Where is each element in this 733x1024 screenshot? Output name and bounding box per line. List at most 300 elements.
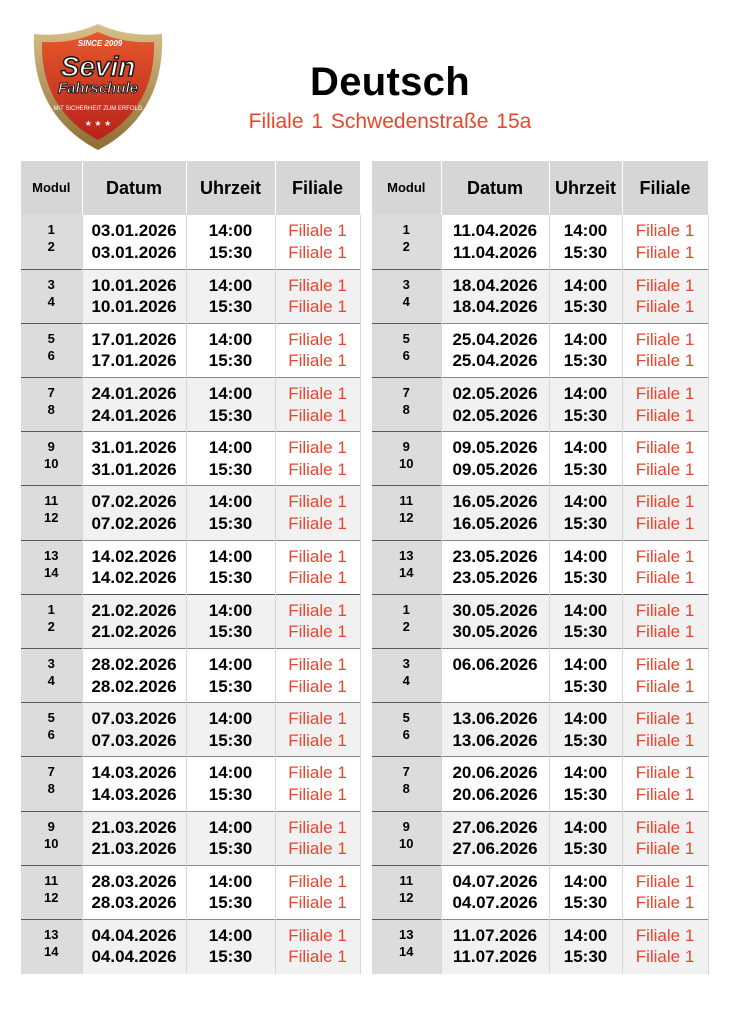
uhrzeit-cell <box>549 919 622 973</box>
table-row <box>21 486 360 540</box>
datum-cell <box>82 432 186 486</box>
modul-cell <box>21 486 82 540</box>
sevin-fahrschule-logo <box>24 20 172 154</box>
datum-cell-line1: 31.01.2026 <box>91 438 177 458</box>
filiale-cell <box>275 432 360 486</box>
table-row <box>21 649 360 703</box>
modul-cell-line2: 14 <box>399 943 414 959</box>
modul-cell-line1: 13 <box>399 926 414 942</box>
filiale-cell-line1: Filiale 1 <box>635 871 695 891</box>
filiale-cell <box>622 486 708 540</box>
datum-cell <box>441 215 549 269</box>
uhrzeit-cell-line1: 14:00 <box>208 600 253 620</box>
modul-cell-line1: 3 <box>47 656 55 671</box>
modul-cell <box>372 432 441 486</box>
datum-cell <box>441 757 549 811</box>
modul-cell <box>21 811 82 865</box>
datum-cell-line1: 10.01.2026 <box>91 275 177 295</box>
datum-cell-line2: 31.01.2026 <box>91 459 177 479</box>
table-row <box>372 323 708 377</box>
filiale-cell <box>622 594 708 648</box>
uhrzeit-cell-line1: 14:00 <box>563 438 608 458</box>
filiale-cell-line1: Filiale 1 <box>288 221 347 240</box>
logo-slogan: MIT SICHERHEIT ZUM ERFOLG <box>53 106 143 112</box>
uhrzeit-cell-line1: 14:00 <box>563 871 608 891</box>
datum-cell <box>82 811 186 865</box>
datum-cell-line1: 14.02.2026 <box>91 546 177 566</box>
table-body <box>372 215 708 974</box>
modul-cell-line1: 13 <box>44 926 59 942</box>
modul-cell-line1: 3 <box>47 276 55 292</box>
header-filiale: Filiale <box>275 161 360 215</box>
table-row <box>372 215 708 269</box>
filiale-cell-line1: Filiale 1 <box>288 384 347 404</box>
uhrzeit-cell <box>186 757 275 811</box>
uhrzeit-cell <box>549 378 622 432</box>
modul-cell-line2: 10 <box>399 835 414 851</box>
filiale-cell-line1: Filiale 1 <box>635 221 695 240</box>
filiale-cell-line2: Filiale 1 <box>288 839 347 859</box>
datum-cell-line1: 27.06.2026 <box>452 817 538 837</box>
header-uhrzeit: Uhrzeit <box>186 161 275 215</box>
filiale-cell <box>622 215 708 269</box>
filiale-cell-line2: Filiale 1 <box>288 947 347 967</box>
filiale-cell-line1: Filiale 1 <box>288 600 347 620</box>
modul-cell <box>21 215 82 269</box>
filiale-cell-line2: Filiale 1 <box>635 405 695 425</box>
filiale-cell <box>275 323 360 377</box>
uhrzeit-cell-line2: 15:30 <box>563 568 608 588</box>
modul-cell <box>21 432 82 486</box>
table-row <box>372 378 708 432</box>
uhrzeit-cell <box>186 811 275 865</box>
filiale-cell-line1: Filiale 1 <box>635 275 695 295</box>
filiale-cell-line2: Filiale 1 <box>288 622 347 642</box>
datum-cell-line1: 09.05.2026 <box>452 438 538 458</box>
datum-cell <box>82 378 186 432</box>
uhrzeit-cell <box>186 540 275 594</box>
datum-cell-line1: 25.04.2026 <box>452 329 538 349</box>
modul-cell-line2: 6 <box>402 727 410 743</box>
header-modul: Modul <box>372 161 441 215</box>
uhrzeit-cell-line2: 15:30 <box>563 893 608 913</box>
filiale-cell-line1: Filiale 1 <box>288 275 347 295</box>
uhrzeit-cell-line1: 14:00 <box>563 600 608 620</box>
datum-cell <box>82 215 186 269</box>
uhrzeit-cell-line2: 15:30 <box>563 459 608 479</box>
uhrzeit-cell-line2: 15:30 <box>563 297 608 317</box>
datum-cell <box>441 432 549 486</box>
table-row <box>372 865 708 919</box>
datum-cell-line2 <box>442 676 549 698</box>
datum-cell-line2: 04.04.2026 <box>91 947 177 967</box>
modul-cell-line1: 5 <box>402 330 410 346</box>
modul-cell <box>21 323 82 377</box>
datum-cell-line2: 14.02.2026 <box>91 568 177 588</box>
uhrzeit-cell <box>549 649 622 703</box>
modul-cell-line1: 1 <box>402 222 410 237</box>
datum-cell-line2: 07.02.2026 <box>91 513 177 533</box>
table-row <box>21 540 360 594</box>
filiale-cell-line1: Filiale 1 <box>288 817 347 837</box>
datum-cell-line1: 03.01.2026 <box>91 221 177 240</box>
filiale-cell <box>275 594 360 648</box>
uhrzeit-cell-line2: 15:30 <box>563 784 608 804</box>
datum-cell-line2: 03.01.2026 <box>91 242 177 262</box>
filiale-cell <box>275 757 360 811</box>
datum-cell-line2: 11.04.2026 <box>452 242 538 262</box>
modul-cell-line1: 13 <box>399 547 414 563</box>
datum-cell <box>441 811 549 865</box>
uhrzeit-cell-line2: 15:30 <box>208 459 253 479</box>
filiale-cell-line1: Filiale 1 <box>635 329 695 349</box>
header-modul: Modul <box>21 161 82 215</box>
datum-cell <box>82 594 186 648</box>
datum-cell-line2: 21.02.2026 <box>91 622 177 642</box>
datum-cell-line2: 04.07.2026 <box>452 893 538 913</box>
uhrzeit-cell-line2: 15:30 <box>208 839 253 859</box>
filiale-cell-line1: Filiale 1 <box>635 492 695 512</box>
modul-cell <box>372 269 441 323</box>
filiale-cell-line2: Filiale 1 <box>288 513 347 533</box>
uhrzeit-cell <box>186 378 275 432</box>
datum-cell <box>441 486 549 540</box>
modul-cell-line1: 1 <box>47 601 55 617</box>
filiale-cell <box>275 378 360 432</box>
uhrzeit-cell-line2: 15:30 <box>208 351 253 371</box>
header-datum: Datum <box>441 161 549 215</box>
uhrzeit-cell-line2: 15:30 <box>563 242 608 262</box>
modul-cell-line1: 11 <box>399 493 414 509</box>
datum-cell <box>82 919 186 973</box>
filiale-cell-line2: Filiale 1 <box>635 839 695 859</box>
table-row <box>21 378 360 432</box>
uhrzeit-cell-line1: 14:00 <box>563 275 608 295</box>
modul-cell <box>372 540 441 594</box>
datum-cell-line1: 18.04.2026 <box>452 275 538 295</box>
uhrzeit-cell-line1: 14:00 <box>208 709 253 729</box>
modul-cell-line2: 14 <box>44 564 59 580</box>
uhrzeit-cell <box>186 919 275 973</box>
modul-cell-line1: 3 <box>402 276 410 292</box>
modul-cell <box>372 323 441 377</box>
uhrzeit-cell <box>186 594 275 648</box>
filiale-cell-line1: Filiale 1 <box>635 546 695 566</box>
modul-cell-line1: 9 <box>47 439 55 455</box>
filiale-cell <box>275 486 360 540</box>
table-row <box>21 865 360 919</box>
filiale-cell-line2: Filiale 1 <box>635 242 695 262</box>
modul-cell-line1: 7 <box>47 385 55 401</box>
modul-cell-line2: 4 <box>402 293 410 309</box>
datum-cell-line1: 21.02.2026 <box>91 600 177 620</box>
uhrzeit-cell-line1: 14:00 <box>563 763 608 783</box>
filiale-cell-line2: Filiale 1 <box>635 947 695 967</box>
filiale-cell-line2: Filiale 1 <box>288 784 347 804</box>
modul-cell-line2: 4 <box>47 293 55 309</box>
modul-cell <box>21 919 82 973</box>
modul-cell-line2: 14 <box>399 564 414 580</box>
uhrzeit-cell <box>186 323 275 377</box>
filiale-cell-line2: Filiale 1 <box>635 459 695 479</box>
datum-cell-line1: 06.06.2026 <box>452 655 538 674</box>
modul-cell-line1: 5 <box>47 710 55 726</box>
table-row <box>21 919 360 973</box>
table-row <box>21 811 360 865</box>
filiale-cell-line1: Filiale 1 <box>288 329 347 349</box>
modul-cell <box>21 378 82 432</box>
filiale-cell <box>622 540 708 594</box>
table-row <box>21 757 360 811</box>
uhrzeit-cell <box>549 757 622 811</box>
uhrzeit-cell-line2: 15:30 <box>208 297 253 317</box>
datum-cell <box>82 649 186 703</box>
datum-cell-line2: 18.04.2026 <box>452 297 538 317</box>
modul-cell-line2: 10 <box>44 456 59 472</box>
modul-cell <box>21 540 82 594</box>
modul-cell-line2: 6 <box>47 727 55 743</box>
datum-cell <box>441 865 549 919</box>
modul-cell-line2: 2 <box>402 618 410 634</box>
datum-cell <box>441 703 549 757</box>
filiale-cell-line1: Filiale 1 <box>288 546 347 566</box>
filiale-cell-line2: Filiale 1 <box>635 297 695 317</box>
datum-cell-line1: 24.01.2026 <box>91 384 177 404</box>
datum-cell-line1: 13.06.2026 <box>452 709 538 729</box>
datum-cell-line1: 07.03.2026 <box>91 709 177 729</box>
modul-cell-line1: 7 <box>402 764 410 780</box>
uhrzeit-cell-line2: 15:30 <box>563 405 608 425</box>
table-row <box>372 757 708 811</box>
datum-cell <box>441 540 549 594</box>
datum-cell <box>441 919 549 973</box>
uhrzeit-cell <box>549 269 622 323</box>
logo-since: SINCE 2009 <box>77 39 123 48</box>
table-row <box>21 594 360 648</box>
uhrzeit-cell-line1: 14:00 <box>563 221 608 240</box>
uhrzeit-cell-line2: 15:30 <box>208 947 253 967</box>
datum-cell-line2: 07.03.2026 <box>91 730 177 750</box>
uhrzeit-cell-line2: 15:30 <box>563 947 608 967</box>
modul-cell-line1: 1 <box>47 222 55 237</box>
datum-cell-line1: 04.07.2026 <box>452 871 538 891</box>
filiale-cell-line2: Filiale 1 <box>635 351 695 371</box>
filiale-cell <box>622 649 708 703</box>
datum-cell-line1: 17.01.2026 <box>91 329 177 349</box>
datum-cell-line2: 17.01.2026 <box>91 351 177 371</box>
filiale-cell <box>275 269 360 323</box>
filiale-cell <box>622 811 708 865</box>
table-body <box>21 215 360 974</box>
uhrzeit-cell <box>549 865 622 919</box>
filiale-cell <box>275 865 360 919</box>
modul-cell-line1: 3 <box>402 656 410 671</box>
datum-cell-line2: 14.03.2026 <box>91 784 177 804</box>
datum-cell-line1: 28.02.2026 <box>91 655 177 674</box>
filiale-cell-line2: Filiale 1 <box>635 513 695 533</box>
filiale-cell-line1: Filiale 1 <box>288 438 347 458</box>
modul-cell-line2: 8 <box>47 781 55 797</box>
filiale-cell-line2: Filiale 1 <box>635 893 695 913</box>
modul-cell-line2: 12 <box>399 510 414 526</box>
filiale-cell-line2: Filiale 1 <box>288 459 347 479</box>
modul-cell-line2: 8 <box>402 402 410 418</box>
schedule-table-right <box>372 161 709 974</box>
modul-cell <box>372 919 441 973</box>
uhrzeit-cell-line1: 14:00 <box>563 925 608 945</box>
uhrzeit-cell <box>186 703 275 757</box>
datum-cell-line2: 24.01.2026 <box>91 405 177 425</box>
uhrzeit-cell-line1: 14:00 <box>563 384 608 404</box>
table-header-row <box>21 161 360 215</box>
filiale-cell-line1: Filiale 1 <box>288 871 347 891</box>
filiale-cell-line1: Filiale 1 <box>288 925 347 945</box>
uhrzeit-cell <box>186 649 275 703</box>
modul-cell <box>372 703 441 757</box>
header-uhrzeit: Uhrzeit <box>549 161 622 215</box>
filiale-cell <box>622 323 708 377</box>
datum-cell <box>441 378 549 432</box>
filiale-cell <box>622 865 708 919</box>
modul-cell-line1: 9 <box>47 818 55 834</box>
modul-cell-line1: 11 <box>44 493 59 509</box>
filiale-cell <box>622 703 708 757</box>
filiale-cell-line2: Filiale 1 <box>635 568 695 588</box>
modul-cell-line2: 2 <box>402 239 410 254</box>
modul-cell <box>21 269 82 323</box>
filiale-cell <box>275 649 360 703</box>
modul-cell <box>372 486 441 540</box>
uhrzeit-cell-line1: 14:00 <box>208 763 253 783</box>
filiale-cell <box>275 703 360 757</box>
datum-cell-line1: 04.04.2026 <box>91 925 177 945</box>
modul-cell-line2: 10 <box>399 456 414 472</box>
datum-cell-line2: 10.01.2026 <box>91 297 177 317</box>
modul-cell <box>21 594 82 648</box>
modul-cell-line2: 14 <box>44 943 59 959</box>
modul-cell-line2: 8 <box>402 781 410 797</box>
datum-cell <box>441 594 549 648</box>
table-row <box>21 432 360 486</box>
datum-cell <box>441 649 549 703</box>
logo-subname: Fahrschule <box>57 80 139 97</box>
modul-cell-line1: 5 <box>47 330 55 346</box>
modul-cell-line2: 12 <box>44 510 59 526</box>
uhrzeit-cell <box>549 540 622 594</box>
uhrzeit-cell-line2: 15:30 <box>208 405 253 425</box>
filiale-cell <box>622 269 708 323</box>
filiale-cell-line1: Filiale 1 <box>288 492 347 512</box>
filiale-cell-line1: Filiale 1 <box>635 817 695 837</box>
uhrzeit-cell-line2: 15:30 <box>563 513 608 533</box>
modul-cell <box>372 649 441 703</box>
modul-cell-line1: 5 <box>402 710 410 726</box>
table-row <box>372 703 708 757</box>
modul-cell-line2: 2 <box>47 618 55 634</box>
modul-cell <box>21 703 82 757</box>
modul-cell <box>21 757 82 811</box>
filiale-cell <box>622 757 708 811</box>
uhrzeit-cell-line1: 14:00 <box>563 817 608 837</box>
datum-cell <box>82 486 186 540</box>
table-row <box>372 811 708 865</box>
uhrzeit-cell-line2: 15:30 <box>208 730 253 750</box>
table-row <box>21 323 360 377</box>
modul-cell-line1: 7 <box>47 764 55 780</box>
uhrzeit-cell-line1: 14:00 <box>563 492 608 512</box>
uhrzeit-cell <box>549 486 622 540</box>
filiale-cell-line1: Filiale 1 <box>288 655 347 674</box>
filiale-cell-line1: Filiale 1 <box>288 763 347 783</box>
datum-cell-line1: 21.03.2026 <box>91 817 177 837</box>
uhrzeit-cell-line1: 14:00 <box>563 329 608 349</box>
datum-cell <box>441 323 549 377</box>
schedule-table-left <box>21 161 361 974</box>
uhrzeit-cell-line1: 14:00 <box>208 329 253 349</box>
filiale-cell-line2: Filiale 1 <box>288 242 347 262</box>
uhrzeit-cell-line1: 14:00 <box>208 438 253 458</box>
uhrzeit-cell-line2: 15:30 <box>208 784 253 804</box>
datum-cell-line1: 30.05.2026 <box>452 600 538 620</box>
modul-cell-line1: 13 <box>44 547 59 563</box>
table-row <box>372 486 708 540</box>
filiale-cell <box>275 540 360 594</box>
filiale-cell <box>622 919 708 973</box>
datum-cell-line1: 20.06.2026 <box>452 763 538 783</box>
filiale-cell-line1: Filiale 1 <box>635 438 695 458</box>
datum-cell-line1: 11.04.2026 <box>452 221 538 240</box>
logo-stars: ★ ★ ★ <box>84 119 112 128</box>
uhrzeit-cell-line1: 14:00 <box>208 492 253 512</box>
filiale-cell-line1: Filiale 1 <box>635 600 695 620</box>
filiale-cell-line1: Filiale 1 <box>288 709 347 729</box>
table-row <box>372 594 708 648</box>
modul-cell <box>21 865 82 919</box>
filiale-cell-line1: Filiale 1 <box>635 655 695 674</box>
uhrzeit-cell-line1: 14:00 <box>208 384 253 404</box>
datum-cell-line2: 02.05.2026 <box>452 405 538 425</box>
datum-cell <box>82 323 186 377</box>
modul-cell <box>372 865 441 919</box>
datum-cell-line2: 09.05.2026 <box>452 459 538 479</box>
datum-cell <box>441 269 549 323</box>
uhrzeit-cell-line1: 14:00 <box>208 925 253 945</box>
modul-cell-line1: 11 <box>44 872 59 888</box>
uhrzeit-cell-line1: 14:00 <box>208 275 253 295</box>
filiale-cell-line1: Filiale 1 <box>635 925 695 945</box>
datum-cell-line2: 25.04.2026 <box>452 351 538 371</box>
filiale-cell-line2: Filiale 1 <box>635 730 695 750</box>
datum-cell-line1: 11.07.2026 <box>452 925 538 945</box>
uhrzeit-cell-line2: 15:30 <box>563 622 608 642</box>
filiale-cell <box>622 378 708 432</box>
datum-cell-line2: 28.02.2026 <box>91 676 177 696</box>
table-row <box>372 432 708 486</box>
header-filiale: Filiale <box>622 161 708 215</box>
table-row <box>372 540 708 594</box>
uhrzeit-cell <box>549 323 622 377</box>
uhrzeit-cell-line2: 15:30 <box>208 676 253 696</box>
uhrzeit-cell-line1: 14:00 <box>208 221 253 240</box>
modul-cell <box>372 378 441 432</box>
table-header-row <box>372 161 708 215</box>
modul-cell <box>372 594 441 648</box>
uhrzeit-cell <box>549 811 622 865</box>
filiale-cell-line2: Filiale 1 <box>288 568 347 588</box>
filiale-cell-line2: Filiale 1 <box>635 676 695 696</box>
uhrzeit-cell-line1: 14:00 <box>563 655 608 674</box>
datum-cell <box>82 865 186 919</box>
